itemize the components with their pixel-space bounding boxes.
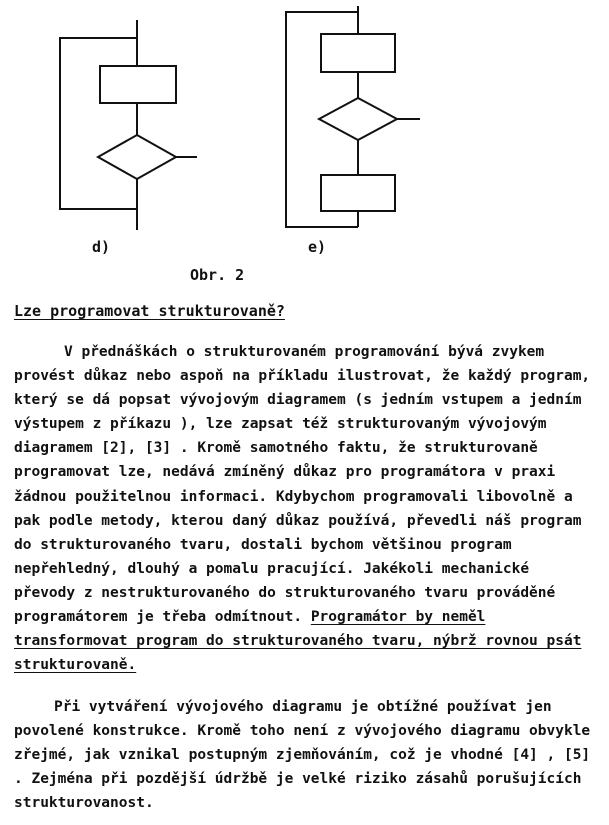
paragraph-2: Při vytváření vývojového diagramu je obtížné používat jen povolené konstrukce. Kromě toho není z vývojového diagramu obvykle zřejmé, jak vznikal postupným zjemňováním, což je vhodné [4] , [5] . Zejména při pozdější údržbě je velké riziko zásahů porušujících strukturovanost.	[14, 699, 591, 812]
figure-label-e: e)	[308, 238, 327, 256]
paragraph-1	[14, 340, 597, 677]
flowchart-e	[286, 6, 420, 227]
process-box-e-bottom	[321, 175, 395, 211]
process-box-d	[100, 66, 176, 103]
paragraph-1-text: V přednáškách o strukturovaném programování bývá zvykem provést důkaz nebo aspoň na příkladu ilustrovat, že každý program, který se dá popsat vývojovým diagramem (s jedním vstupem a jedním výstupem z příkazu ), lze zapsat též strukturovaným vývojovým diagramem [2], [3] . Kromě samotného faktu, že strukturovaně programovat lze, nedává zmíněný důkaz pro programátora v praxi žádnou použitelnou informaci. Kdybychom programovali libovolně a pak podle metody, kterou daný důkaz používá, převedli náš program do strukturovaného tvaru, dostali bychom většinou program nepřehledný, dlouhý a pomalu pracující. Jakékoli mechanické převody z nestrukturovaného do strukturovaného tvaru prováděné programátorem je třeba odmítnout.	[14, 344, 591, 626]
decision-diamond-d	[98, 135, 176, 179]
process-box-e-top	[321, 34, 395, 72]
flowchart-d	[60, 20, 197, 230]
figure-label-d: d)	[92, 238, 111, 256]
paragraph-1-underlined: Programátor by neměl transformovat program do strukturovaného tvaru, nýbrž rovnou psát strukturovaně.	[14, 609, 582, 674]
figure-caption: Obr. 2	[190, 266, 245, 284]
section-heading: Lze programovat strukturovaně?	[14, 302, 285, 320]
decision-diamond-e	[319, 98, 397, 140]
